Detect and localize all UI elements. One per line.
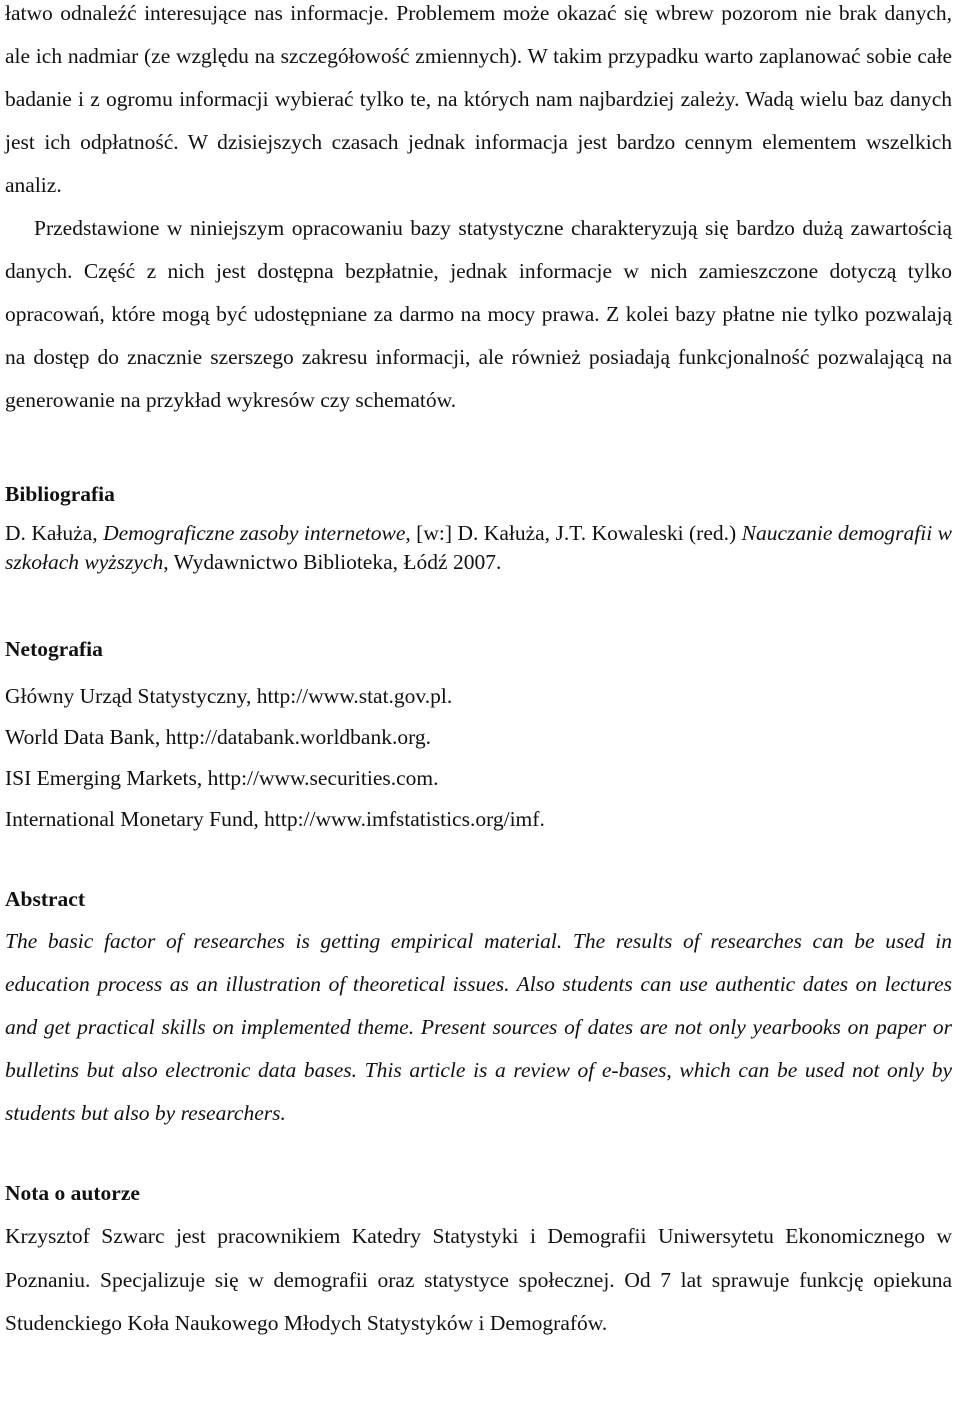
netography-heading: Netografia [5, 637, 103, 661]
second-paragraph: Przedstawione w niniejszym opracowaniu bazy statystyczne charakteryzują się bardzo dużą zawartością danych. Część z nich jest dostępna bezpłatnie, jednak informacje w nich zamieszczone dotyczą tylko opracowań, które mogą być udostępniane za darmo na mocy prawa. Z kolei bazy płatne nie tylko pozwalają na dostęp do znacznie szerszego zakresu informacji, ale również posiadają funkcjonalność pozwalającą na generowanie na przykład wykresów czy schematów. [5, 216, 952, 412]
netography-list [5, 676, 952, 840]
bib-entry-part3: , Wydawnictwo Biblioteka, Łódź 2007. [163, 550, 502, 574]
netography-item: International Monetary Fund, http://www.imfstatistics.org/imf. [5, 807, 545, 831]
intro-paragraph: łatwo odnaleźć interesujące nas informacje. Problemem może okazać się wbrew pozorom nie brak danych, ale ich nadmiar (ze względu na szczegółowość zmiennych). W takim przypadku warto zaplanować sobie całe badanie i z ogromu informacji wybierać tylko te, na których nam najbardziej zależy. Wadą wielu baz danych jest ich odpłatność. W dzisiejszych czasach jednak informacja jest bardzo cennym elementem wszelkich analiz. [5, 1, 952, 197]
bib-entry-part1: D. Kałuża, [5, 521, 104, 545]
abstract-text: The basic factor of researches is getting empirical material. The results of researches can be used in education process as an illustration of theoretical issues. Also students can use authentic dates on lectures and get practical skills on implemented theme. Present sources of dates are not only yearbooks on paper or bulletins but also electronic data bases. This article is a review of e-bases, which can be used not only by students but also by researchers. [5, 929, 952, 1125]
author-note-text: Krzysztof Szwarc jest pracownikiem Katedry Statystyki i Demografii Uniwersytetu Ekonomicznego w Poznaniu. Specjalizuje się w demografii oraz statystyce społecznej. Od 7 lat sprawuje funkcję opiekuna Studenckiego Koła Naukowego Młodych Statystyków i Demografów. [5, 1224, 952, 1335]
netography-item: Główny Urząd Statystyczny, http://www.stat.gov.pl. [5, 684, 453, 708]
author-note-heading: Nota o autorze [5, 1181, 140, 1205]
bib-entry-title1: Demograficzne zasoby internetowe [103, 521, 406, 545]
bib-entry-part2: , [w:] D. Kałuża, J.T. Kowaleski (red.) [405, 521, 742, 545]
abstract-heading: Abstract [5, 887, 86, 911]
netography-item: World Data Bank, http://databank.worldbank.org. [5, 725, 431, 749]
bibliography-entry [5, 519, 952, 577]
bib-entry-title2: Nauczanie demografii w szkołach wyższych [5, 521, 952, 574]
bibliography-heading: Bibliografia [5, 482, 115, 506]
netography-item: ISI Emerging Markets, http://www.securities.com. [5, 766, 439, 790]
